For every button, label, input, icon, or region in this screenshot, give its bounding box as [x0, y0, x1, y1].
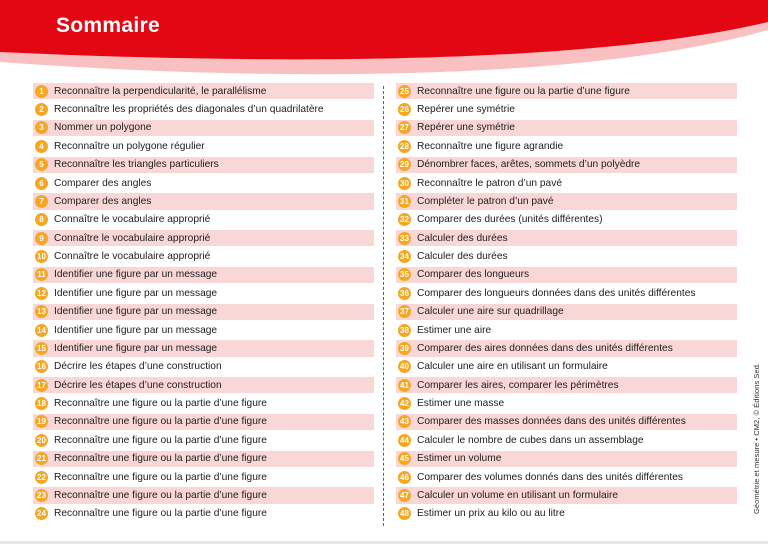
item-label: Reconnaître une figure ou la partie d’une figure — [54, 508, 267, 520]
item-label: Reconnaître les triangles particuliers — [54, 159, 219, 171]
item-number-badge: 25 — [398, 85, 411, 98]
item-number-badge: 8 — [35, 213, 48, 226]
item-number-badge: 6 — [35, 177, 48, 190]
list-item — [396, 138, 737, 154]
list-item — [396, 395, 737, 411]
list-item — [33, 212, 374, 228]
list-item — [33, 377, 374, 393]
item-number-badge: 41 — [398, 379, 411, 392]
item-number-badge: 39 — [398, 342, 411, 355]
item-number-badge: 21 — [35, 452, 48, 465]
item-number-badge: 31 — [398, 195, 411, 208]
item-label: Connaître le vocabulaire approprié — [54, 214, 211, 226]
item-label: Connaître le vocabulaire approprié — [54, 251, 211, 263]
item-number-badge: 48 — [398, 507, 411, 520]
list-item — [396, 285, 737, 301]
item-number-badge: 10 — [35, 250, 48, 263]
item-label: Comparer des durées (unités différentes) — [417, 214, 603, 226]
item-label: Reconnaître la perpendicularité, le parallélisme — [54, 85, 267, 97]
item-label: Calculer le nombre de cubes dans un assemblage — [417, 434, 644, 446]
list-item — [396, 120, 737, 136]
list-item — [396, 359, 737, 375]
item-label: Repérer une symétrie — [417, 104, 515, 116]
item-number-badge: 16 — [35, 360, 48, 373]
item-number-badge: 26 — [398, 103, 411, 116]
item-number-badge: 19 — [35, 415, 48, 428]
item-number-badge: 13 — [35, 305, 48, 318]
item-label: Reconnaître une figure agrandie — [417, 140, 564, 152]
list-item — [33, 230, 374, 246]
item-number-badge: 47 — [398, 489, 411, 502]
list-item — [396, 432, 737, 448]
item-number-badge: 14 — [35, 324, 48, 337]
list-item — [396, 469, 737, 485]
item-label: Estimer un volume — [417, 453, 502, 465]
item-label: Connaître le vocabulaire approprié — [54, 232, 211, 244]
item-number-badge: 18 — [35, 397, 48, 410]
list-item — [33, 83, 374, 99]
item-label: Calculer des durées — [417, 232, 508, 244]
item-number-badge: 34 — [398, 250, 411, 263]
item-number-badge: 23 — [35, 489, 48, 502]
item-number-badge: 2 — [35, 103, 48, 116]
item-number-badge: 4 — [35, 140, 48, 153]
item-number-badge: 27 — [398, 121, 411, 134]
list-item — [33, 285, 374, 301]
item-label: Reconnaître les propriétés des diagonales d’un quadrilatère — [54, 104, 324, 116]
item-label: Comparer des angles — [54, 177, 152, 189]
item-number-badge: 17 — [35, 379, 48, 392]
item-number-badge: 1 — [35, 85, 48, 98]
right-column — [396, 83, 737, 524]
item-label: Identifier une figure par un message — [54, 269, 218, 281]
list-item — [33, 469, 374, 485]
list-item — [396, 230, 737, 246]
item-number-badge: 7 — [35, 195, 48, 208]
item-number-badge: 38 — [398, 324, 411, 337]
item-label: Reconnaître une figure ou la partie d’une figure — [417, 85, 630, 97]
list-item — [396, 487, 737, 503]
item-number-badge: 32 — [398, 213, 411, 226]
item-number-badge: 20 — [35, 434, 48, 447]
item-label: Reconnaître une figure ou la partie d’une figure — [54, 398, 267, 410]
list-item — [33, 506, 374, 522]
item-label: Identifier une figure par un message — [54, 287, 218, 299]
item-label: Estimer une masse — [417, 398, 505, 410]
list-item — [396, 451, 737, 467]
item-number-badge: 45 — [398, 452, 411, 465]
item-label: Estimer une aire — [417, 324, 492, 336]
item-number-badge: 24 — [35, 507, 48, 520]
item-number-badge: 5 — [35, 158, 48, 171]
list-item — [33, 248, 374, 264]
list-item — [33, 101, 374, 117]
item-number-badge: 12 — [35, 287, 48, 300]
item-label: Comparer les aires, comparer les périmètres — [417, 379, 619, 391]
column-divider — [383, 86, 384, 526]
item-number-badge: 30 — [398, 177, 411, 190]
item-label: Dénombrer faces, arêtes, sommets d’un polyèdre — [417, 159, 641, 171]
item-label: Calculer des durées — [417, 251, 508, 263]
list-item — [396, 304, 737, 320]
item-label: Comparer des longueurs données dans des unités différentes — [417, 287, 696, 299]
item-number-badge: 3 — [35, 121, 48, 134]
list-item — [396, 322, 737, 338]
list-item — [33, 395, 374, 411]
item-label: Compléter le patron d’un pavé — [417, 195, 554, 207]
item-label: Calculer une aire en utilisant un formulaire — [417, 361, 608, 373]
list-item — [33, 414, 374, 430]
item-label: Calculer une aire sur quadrillage — [417, 306, 564, 318]
item-number-badge: 11 — [35, 268, 48, 281]
item-label: Comparer des aires données dans des unités différentes — [417, 342, 673, 354]
list-item — [33, 138, 374, 154]
item-label: Reconnaître une figure ou la partie d’une figure — [54, 416, 267, 428]
list-item — [396, 175, 737, 191]
item-label: Comparer des longueurs — [417, 269, 530, 281]
list-item — [33, 120, 374, 136]
item-number-badge: 33 — [398, 232, 411, 245]
item-number-badge: 36 — [398, 287, 411, 300]
item-label: Repérer une symétrie — [417, 122, 515, 134]
item-label: Reconnaître une figure ou la partie d’une figure — [54, 471, 267, 483]
item-label: Nommer un polygone — [54, 122, 152, 134]
list-item — [396, 101, 737, 117]
item-label: Comparer des masses données dans des unités différentes — [417, 416, 686, 428]
item-label: Comparer des angles — [54, 195, 152, 207]
list-item — [396, 157, 737, 173]
list-item — [396, 506, 737, 522]
list-item — [396, 377, 737, 393]
item-number-badge: 29 — [398, 158, 411, 171]
item-label: Identifier une figure par un message — [54, 324, 218, 336]
list-item — [33, 267, 374, 283]
list-item — [33, 304, 374, 320]
list-item — [396, 340, 737, 356]
list-item — [396, 83, 737, 99]
list-item — [396, 248, 737, 264]
list-item — [396, 212, 737, 228]
item-label: Reconnaître le patron d’un pavé — [417, 177, 562, 189]
item-number-badge: 42 — [398, 397, 411, 410]
list-item — [33, 322, 374, 338]
list-item — [33, 359, 374, 375]
item-number-badge: 46 — [398, 471, 411, 484]
list-item — [33, 451, 374, 467]
list-item — [396, 193, 737, 209]
list-item — [33, 193, 374, 209]
item-label: Identifier une figure par un message — [54, 306, 218, 318]
item-label: Estimer un prix au kilo ou au litre — [417, 508, 565, 520]
list-item — [33, 175, 374, 191]
item-label: Reconnaître une figure ou la partie d’une figure — [54, 434, 267, 446]
item-number-badge: 22 — [35, 471, 48, 484]
item-label: Décrire les étapes d’une construction — [54, 379, 222, 391]
list-item — [396, 414, 737, 430]
item-label: Identifier une figure par un message — [54, 342, 218, 354]
item-number-badge: 37 — [398, 305, 411, 318]
item-number-badge: 43 — [398, 415, 411, 428]
list-item — [396, 267, 737, 283]
item-number-badge: 28 — [398, 140, 411, 153]
left-column — [33, 83, 374, 524]
side-credit: Géométrie et mesure • CM2, © Éditions Sed. — [752, 363, 761, 514]
list-item — [33, 340, 374, 356]
item-label: Reconnaître une figure ou la partie d’une figure — [54, 489, 267, 501]
item-number-badge: 44 — [398, 434, 411, 447]
list-item — [33, 432, 374, 448]
item-label: Reconnaître un polygone régulier — [54, 140, 205, 152]
item-label: Calculer un volume en utilisant un formulaire — [417, 489, 619, 501]
list-item — [33, 157, 374, 173]
list-item — [33, 487, 374, 503]
item-number-badge: 9 — [35, 232, 48, 245]
item-number-badge: 40 — [398, 360, 411, 373]
page-title: Sommaire — [56, 14, 160, 37]
item-number-badge: 15 — [35, 342, 48, 355]
item-label: Comparer des volumes donnés dans des unités différentes — [417, 471, 683, 483]
item-label: Reconnaître une figure ou la partie d’une figure — [54, 453, 267, 465]
item-label: Décrire les étapes d’une construction — [54, 361, 222, 373]
item-number-badge: 35 — [398, 268, 411, 281]
